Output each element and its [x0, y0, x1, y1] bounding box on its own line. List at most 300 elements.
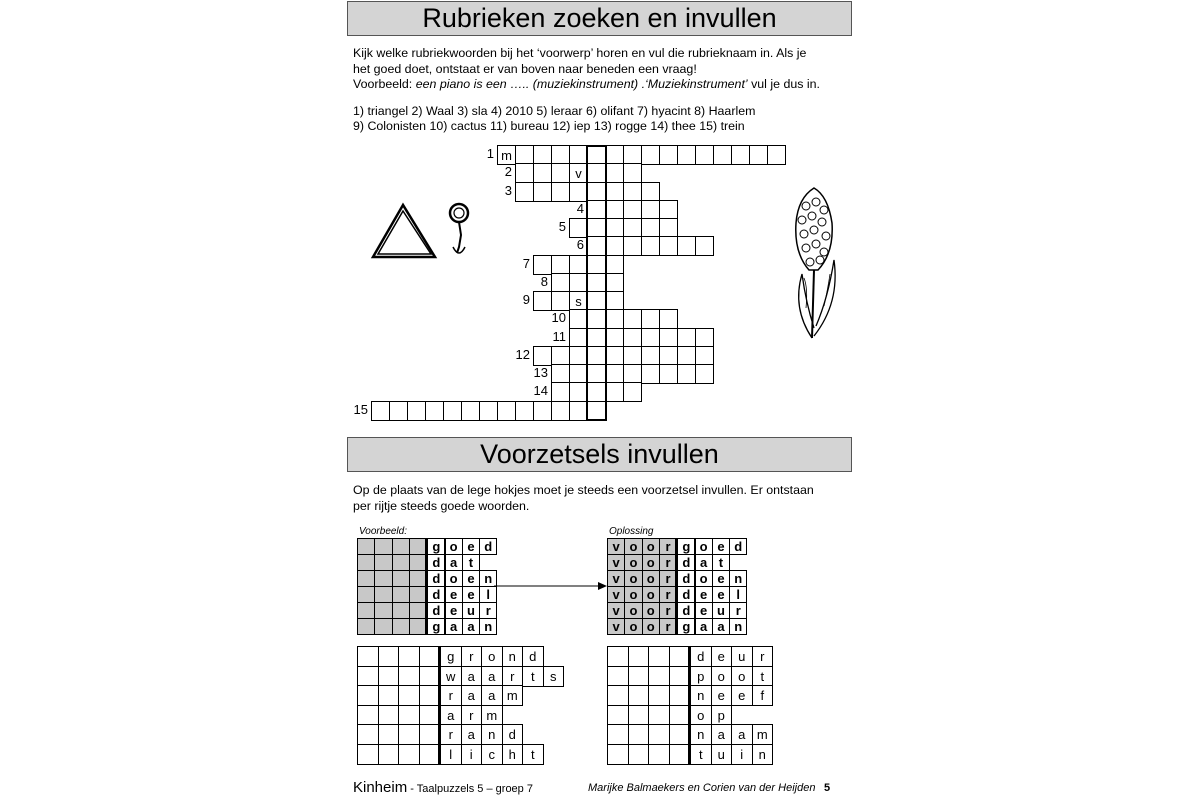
crossword-cell[interactable]	[659, 218, 678, 238]
example-prefix-cell[interactable]	[374, 602, 392, 619]
puzzle1-word-cell: r	[502, 666, 524, 687]
crossword-cell[interactable]	[623, 218, 642, 238]
crossword-cell[interactable]	[479, 401, 498, 421]
puzzle2-prefix-cell[interactable]	[628, 666, 650, 687]
crossword-cell[interactable]	[605, 382, 624, 402]
crossword-cell[interactable]	[551, 346, 570, 366]
solution-prefix-cell: r	[659, 618, 677, 635]
crossword-cell[interactable]	[587, 382, 606, 402]
crossword-cell[interactable]	[605, 163, 624, 183]
puzzle2-word-cell: e	[711, 685, 733, 706]
crossword-cell[interactable]	[641, 218, 660, 238]
puzzle2-word-cell: t	[690, 744, 712, 765]
crossword-cell[interactable]	[533, 255, 552, 275]
puzzle1-prefix-cell[interactable]	[419, 724, 441, 745]
puzzle2-prefix-cell[interactable]	[628, 646, 650, 667]
crossword-cell[interactable]	[731, 145, 750, 165]
crossword-cell[interactable]	[569, 255, 588, 275]
solution-prefix-cell: v	[607, 618, 625, 635]
puzzle2-word-cell: u	[731, 646, 753, 667]
puzzle1-prefix-cell[interactable]	[357, 724, 379, 745]
crossword-cell[interactable]	[389, 401, 408, 421]
solution-prefix-cell: o	[642, 586, 660, 603]
puzzle1-word-cell: r	[461, 646, 483, 667]
puzzle2-prefix-cell[interactable]	[628, 744, 650, 765]
crossword-cell[interactable]	[623, 346, 642, 366]
example-italic2: ‘Muziekinstrument’	[645, 77, 748, 91]
puzzle1-prefix-cell[interactable]	[419, 666, 441, 687]
puzzle1-prefix-cell[interactable]	[419, 646, 441, 667]
puzzle2-prefix-cell[interactable]	[648, 724, 670, 745]
example-prefix-cell[interactable]	[357, 618, 375, 635]
crossword-cell[interactable]	[659, 309, 678, 329]
crossword-cell[interactable]	[515, 163, 534, 183]
crossword-cell[interactable]	[569, 346, 588, 366]
crossword-cell[interactable]: s	[569, 291, 588, 311]
crossword-cell[interactable]	[749, 145, 768, 165]
puzzle1-prefix-cell[interactable]	[398, 666, 420, 687]
example-prefix-cell[interactable]	[357, 538, 375, 555]
crossword-cell[interactable]	[605, 182, 624, 202]
crossword-cell[interactable]	[551, 273, 570, 293]
crossword-cell[interactable]	[443, 401, 462, 421]
crossword-cell[interactable]	[605, 200, 624, 220]
example-word-cell: n	[479, 618, 497, 635]
puzzle2-prefix-cell[interactable]	[669, 744, 691, 765]
crossword-cell[interactable]	[551, 163, 570, 183]
crossword-cell[interactable]	[569, 328, 588, 348]
crossword-cell[interactable]	[569, 382, 588, 402]
crossword-cell[interactable]	[623, 200, 642, 220]
crossword-cell[interactable]	[587, 236, 606, 256]
solution-word-cell: d	[677, 554, 695, 571]
example-word-cell: d	[479, 538, 497, 555]
puzzle2-word-cell: e	[711, 646, 733, 667]
example-word-cell: e	[462, 586, 480, 603]
section2-instructions	[353, 483, 853, 514]
puzzle1-word-cell: o	[481, 646, 503, 667]
solution-prefix-cell: o	[624, 554, 642, 571]
example-prefix-cell[interactable]	[392, 570, 410, 587]
section1-example	[353, 77, 853, 93]
puzzle1-word-cell: a	[461, 685, 483, 706]
puzzle1-word-cell: n	[481, 724, 503, 745]
example-prefix-cell[interactable]	[392, 602, 410, 619]
puzzle2-prefix-cell[interactable]	[648, 646, 670, 667]
crossword-cell[interactable]	[659, 328, 678, 348]
crossword-cell[interactable]	[515, 401, 534, 421]
solution-prefix-cell: o	[624, 586, 642, 603]
example-prefix-cell[interactable]	[374, 554, 392, 571]
puzzle1-prefix-cell[interactable]	[357, 646, 379, 667]
crossword-cell[interactable]	[533, 401, 552, 421]
puzzle1-word-cell: g	[440, 646, 462, 667]
clues-line1: 1) triangel 2) Waal 3) sla 4) 2010 5) leraar 6) olifant 7) hyacint 8) Haarlem	[353, 104, 756, 118]
crossword-cell[interactable]	[713, 145, 732, 165]
crossword-cell[interactable]	[515, 182, 534, 202]
crossword-cell[interactable]	[605, 309, 624, 329]
example-prefix: Voorbeeld:	[353, 77, 416, 91]
crossword-cell[interactable]	[641, 236, 660, 256]
puzzle2-word-cell: p	[711, 705, 733, 726]
crossword-cell[interactable]	[587, 182, 606, 202]
crossword-cell[interactable]	[623, 182, 642, 202]
solution-prefix-cell: o	[642, 618, 660, 635]
puzzle1-word-cell: a	[481, 685, 503, 706]
crossword-cell[interactable]	[587, 145, 606, 165]
example-word-cell: u	[462, 602, 480, 619]
footer-authors: Marijke Balmaekers en Corien van der Heijden	[588, 782, 816, 794]
puzzle2-word-cell: f	[752, 685, 774, 706]
solution-prefix-cell: o	[624, 602, 642, 619]
crossword-cell[interactable]	[623, 364, 642, 384]
crossword-cell[interactable]	[605, 255, 624, 275]
puzzle2-prefix-cell[interactable]	[648, 666, 670, 687]
crossword-cell[interactable]	[587, 218, 606, 238]
puzzle2-word-cell: n	[690, 724, 712, 745]
solution-prefix-cell: v	[607, 570, 625, 587]
solution-word-cell: e	[712, 538, 730, 555]
example-prefix-cell[interactable]	[374, 618, 392, 635]
crossword-cell[interactable]: m	[497, 145, 516, 165]
puzzle2-prefix-cell[interactable]	[628, 724, 650, 745]
puzzle1-prefix-cell[interactable]	[378, 724, 400, 745]
example-word-cell: a	[462, 618, 480, 635]
footer-brand: Kinheim	[353, 779, 408, 796]
crossword-cell[interactable]	[623, 163, 642, 183]
solution-label: Oplossing	[609, 526, 654, 537]
example-label: Voorbeeld:	[359, 526, 407, 537]
crossword-cell[interactable]	[587, 328, 606, 348]
crossword-cell[interactable]	[641, 346, 660, 366]
solution-prefix-cell: v	[607, 586, 625, 603]
example-word-cell: o	[445, 538, 463, 555]
crossword-cell[interactable]	[569, 401, 588, 421]
example-prefix-cell[interactable]	[357, 570, 375, 587]
solution-prefix-cell: o	[624, 618, 642, 635]
clue-number-9: 9	[522, 292, 530, 307]
example-word-cell: r	[479, 602, 497, 619]
crossword-cell[interactable]	[767, 145, 786, 165]
crossword-cell[interactable]	[695, 346, 714, 366]
clue-number-11: 11	[552, 329, 566, 344]
puzzle2-prefix-cell[interactable]	[669, 724, 691, 745]
crossword-cell[interactable]	[551, 364, 570, 384]
example-word-cell: e	[462, 570, 480, 587]
clue-number-12: 12	[515, 347, 530, 362]
crossword-cell[interactable]	[587, 364, 606, 384]
clue-number-14: 14	[533, 383, 548, 398]
puzzle1-word-cell: r	[461, 705, 483, 726]
puzzle1-prefix-cell[interactable]	[357, 744, 379, 765]
crossword-cell[interactable]	[587, 163, 606, 183]
example-word-cell: o	[445, 570, 463, 587]
crossword-cell[interactable]	[533, 145, 552, 165]
crossword-cell[interactable]	[605, 328, 624, 348]
solution-word-cell: e	[712, 586, 730, 603]
puzzle1-prefix-cell[interactable]	[378, 744, 400, 765]
puzzle1-word-cell: c	[481, 744, 503, 765]
crossword-cell[interactable]: v	[569, 163, 588, 183]
clue-number-15: 15	[353, 402, 368, 417]
crossword-cell[interactable]	[641, 328, 660, 348]
example-prefix-cell[interactable]	[374, 586, 392, 603]
crossword-cell[interactable]	[587, 273, 606, 293]
puzzle1-word-cell: m	[481, 705, 503, 726]
solution-word-cell: u	[712, 602, 730, 619]
puzzle2-word-cell: o	[731, 666, 753, 687]
example-prefix-cell[interactable]	[357, 586, 375, 603]
section1-title: Rubrieken zoeken en invullen	[347, 1, 852, 36]
crossword-cell[interactable]	[587, 309, 606, 329]
puzzle2-prefix-cell[interactable]	[607, 666, 629, 687]
puzzle1-prefix-cell[interactable]	[398, 646, 420, 667]
solution-word-cell: n	[729, 618, 747, 635]
clue-list	[353, 104, 755, 134]
example-prefix-cell[interactable]	[357, 602, 375, 619]
crossword-cell[interactable]	[587, 346, 606, 366]
example-prefix-cell[interactable]	[374, 570, 392, 587]
solution-word-cell: d	[677, 602, 695, 619]
crossword-cell[interactable]	[569, 364, 588, 384]
puzzle1-word-cell: d	[522, 646, 544, 667]
crossword-cell[interactable]	[659, 236, 678, 256]
puzzle2-prefix-cell[interactable]	[607, 685, 629, 706]
puzzle2-word-cell: p	[690, 666, 712, 687]
crossword-cell[interactable]	[695, 328, 714, 348]
puzzle2-word-cell: m	[752, 724, 774, 745]
crossword-cell[interactable]	[659, 346, 678, 366]
puzzle1-prefix-cell[interactable]	[378, 666, 400, 687]
solution-word-cell: a	[695, 554, 713, 571]
crossword-cell[interactable]	[551, 401, 570, 421]
crossword-cell[interactable]	[587, 255, 606, 275]
puzzle1-prefix-cell[interactable]	[357, 685, 379, 706]
example-prefix-cell[interactable]	[357, 554, 375, 571]
crossword-cell[interactable]	[605, 145, 624, 165]
crossword-cell[interactable]	[605, 291, 624, 311]
puzzle1-prefix-cell[interactable]	[419, 705, 441, 726]
crossword-cell[interactable]	[407, 401, 426, 421]
example-word-cell: d	[427, 602, 445, 619]
crossword-cell[interactable]	[551, 145, 570, 165]
clue-number-7: 7	[522, 256, 530, 271]
puzzle2-word-cell: a	[711, 724, 733, 745]
puzzle1-prefix-cell[interactable]	[357, 666, 379, 687]
puzzle1-prefix-cell[interactable]	[398, 685, 420, 706]
solution-word-cell: t	[712, 554, 730, 571]
example-word-cell: a	[445, 618, 463, 635]
puzzle2-word-cell: n	[690, 685, 712, 706]
solution-prefix-cell: v	[607, 538, 625, 555]
puzzle2-word-cell: n	[752, 744, 774, 765]
crossword-cell[interactable]	[587, 291, 606, 311]
crossword-cell[interactable]	[533, 182, 552, 202]
crossword-cell[interactable]	[677, 328, 696, 348]
puzzle2-prefix-cell[interactable]	[607, 744, 629, 765]
puzzle2-prefix-cell[interactable]	[628, 685, 650, 706]
crossword-cell[interactable]	[371, 401, 390, 421]
example-word-cell: d	[427, 570, 445, 587]
crossword-cell[interactable]	[641, 309, 660, 329]
puzzle1-prefix-cell[interactable]	[419, 744, 441, 765]
crossword-cell[interactable]	[569, 218, 588, 238]
example-word-cell: g	[427, 618, 445, 635]
example-word-cell: d	[427, 586, 445, 603]
solution-prefix-cell: v	[607, 602, 625, 619]
solution-word-cell: n	[729, 570, 747, 587]
puzzle2-prefix-cell[interactable]	[648, 685, 670, 706]
puzzle1-prefix-cell[interactable]	[419, 685, 441, 706]
puzzle2-prefix-cell[interactable]	[648, 705, 670, 726]
clue-number-1: 1	[486, 146, 494, 161]
puzzle2-prefix-cell[interactable]	[607, 705, 629, 726]
puzzle1-prefix-cell[interactable]	[378, 705, 400, 726]
section1-instructions	[353, 46, 853, 93]
crossword-cell[interactable]	[605, 346, 624, 366]
crossword-cell[interactable]	[659, 200, 678, 220]
crossword-cell[interactable]	[461, 401, 480, 421]
solution-prefix-cell: r	[659, 554, 677, 571]
crossword-cell[interactable]	[695, 236, 714, 256]
crossword-cell[interactable]	[623, 145, 642, 165]
arrow-right-icon	[494, 580, 609, 592]
solution-prefix-cell: r	[659, 570, 677, 587]
example-word-cell: d	[427, 554, 445, 571]
crossword-cell[interactable]	[551, 382, 570, 402]
clues-line2: 9) Colonisten 10) cactus 11) bureau 12) iep 13) rogge 14) thee 15) trein	[353, 119, 745, 133]
puzzle2-prefix-cell[interactable]	[669, 666, 691, 687]
crossword-cell[interactable]	[587, 200, 606, 220]
crossword-cell[interactable]	[587, 401, 606, 421]
puzzle1-word-cell: m	[502, 685, 524, 706]
footer-subtitle: - Taalpuzzels 5 – groep 7	[407, 783, 533, 795]
crossword-cell[interactable]	[605, 236, 624, 256]
solution-prefix-cell: o	[642, 602, 660, 619]
crossword-cell[interactable]	[641, 364, 660, 384]
example-prefix-cell[interactable]	[392, 538, 410, 555]
clue-number-13: 13	[533, 365, 548, 380]
puzzle1-prefix-cell[interactable]	[378, 646, 400, 667]
crossword-cell[interactable]	[551, 291, 570, 311]
solution-word-cell: o	[695, 538, 713, 555]
solution-word-cell: d	[677, 570, 695, 587]
solution-word-cell: g	[677, 618, 695, 635]
crossword-cell[interactable]	[677, 346, 696, 366]
crossword-cell[interactable]	[533, 346, 552, 366]
solution-prefix-cell: v	[607, 554, 625, 571]
crossword-cell[interactable]	[623, 236, 642, 256]
crossword-cell[interactable]	[605, 364, 624, 384]
section1-intro-line1: Kijk welke rubriekwoorden bij het ‘voorwerp’ horen en vul die rubrieknaam in. Als je	[353, 46, 807, 60]
puzzle1-word-cell: i	[461, 744, 483, 765]
crossword-cell[interactable]	[515, 145, 534, 165]
crossword-cell[interactable]	[695, 145, 714, 165]
puzzle1-prefix-cell[interactable]	[398, 705, 420, 726]
crossword-cell[interactable]	[659, 364, 678, 384]
solution-word-cell: d	[677, 586, 695, 603]
crossword-cell[interactable]	[695, 364, 714, 384]
solution-word-cell: e	[695, 586, 713, 603]
puzzle1-prefix-cell[interactable]	[357, 705, 379, 726]
puzzle2-prefix-cell[interactable]	[628, 705, 650, 726]
puzzle1-word-cell: r	[440, 685, 462, 706]
example-prefix-cell[interactable]	[392, 554, 410, 571]
example-word-cell: e	[445, 602, 463, 619]
puzzle2-prefix-cell[interactable]	[607, 724, 629, 745]
example-prefix-cell[interactable]	[374, 538, 392, 555]
puzzle2-prefix-cell[interactable]	[669, 705, 691, 726]
crossword-cell[interactable]	[551, 255, 570, 275]
puzzle2-word-cell: t	[752, 666, 774, 687]
crossword-cell[interactable]	[605, 273, 624, 293]
puzzle1-word-cell: a	[461, 724, 483, 745]
clue-number-6: 6	[576, 237, 584, 252]
crossword-cell[interactable]	[497, 401, 516, 421]
example-word-cell: e	[445, 586, 463, 603]
hyacinth-flower-icon	[784, 178, 846, 343]
solution-word-cell: e	[712, 570, 730, 587]
clue-number-5: 5	[558, 219, 566, 234]
crossword-cell[interactable]	[677, 145, 696, 165]
solution-word-cell: a	[695, 618, 713, 635]
puzzle2-prefix-cell[interactable]	[669, 646, 691, 667]
puzzle1-prefix-cell[interactable]	[398, 744, 420, 765]
crossword-cell[interactable]	[605, 218, 624, 238]
solution-word-cell: r	[729, 602, 747, 619]
puzzle2-word-cell: u	[711, 744, 733, 765]
crossword-cell[interactable]	[533, 163, 552, 183]
example-prefix-cell[interactable]	[392, 586, 410, 603]
example-word-cell: l	[479, 586, 497, 603]
crossword-cell[interactable]	[569, 182, 588, 202]
clue-number-4: 4	[576, 201, 584, 216]
puzzle2-prefix-cell[interactable]	[669, 685, 691, 706]
example-word-cell: g	[427, 538, 445, 555]
crossword-cell[interactable]	[551, 182, 570, 202]
crossword-cell[interactable]	[569, 273, 588, 293]
example-suffix: vul je dus in.	[747, 77, 820, 91]
puzzle1-prefix-cell[interactable]	[398, 724, 420, 745]
crossword-cell[interactable]	[659, 145, 678, 165]
crossword-cell[interactable]	[641, 182, 660, 202]
crossword-cell[interactable]	[623, 328, 642, 348]
crossword-cell[interactable]	[623, 382, 642, 402]
solution-word-cell: e	[695, 602, 713, 619]
crossword-cell[interactable]	[641, 200, 660, 220]
crossword-cell[interactable]	[677, 236, 696, 256]
crossword-cell[interactable]	[623, 309, 642, 329]
crossword-cell[interactable]	[425, 401, 444, 421]
puzzle1-word-cell: r	[440, 724, 462, 745]
example-prefix-cell[interactable]	[392, 618, 410, 635]
puzzle1-word-cell: l	[440, 744, 462, 765]
puzzle1-prefix-cell[interactable]	[378, 685, 400, 706]
puzzle2-word-cell: i	[731, 744, 753, 765]
puzzle1-word-cell: s	[543, 666, 565, 687]
example-word-cell: a	[445, 554, 463, 571]
puzzle2-prefix-cell[interactable]	[648, 744, 670, 765]
solution-word-cell: d	[729, 538, 747, 555]
crossword-cell[interactable]	[569, 309, 588, 329]
crossword-cell[interactable]	[569, 145, 588, 165]
crossword-cell[interactable]	[677, 364, 696, 384]
solution-prefix-cell: o	[642, 554, 660, 571]
puzzle2-prefix-cell[interactable]	[607, 646, 629, 667]
crossword-cell[interactable]	[533, 291, 552, 311]
crossword-cell[interactable]	[641, 145, 660, 165]
clue-number-8: 8	[540, 274, 548, 289]
